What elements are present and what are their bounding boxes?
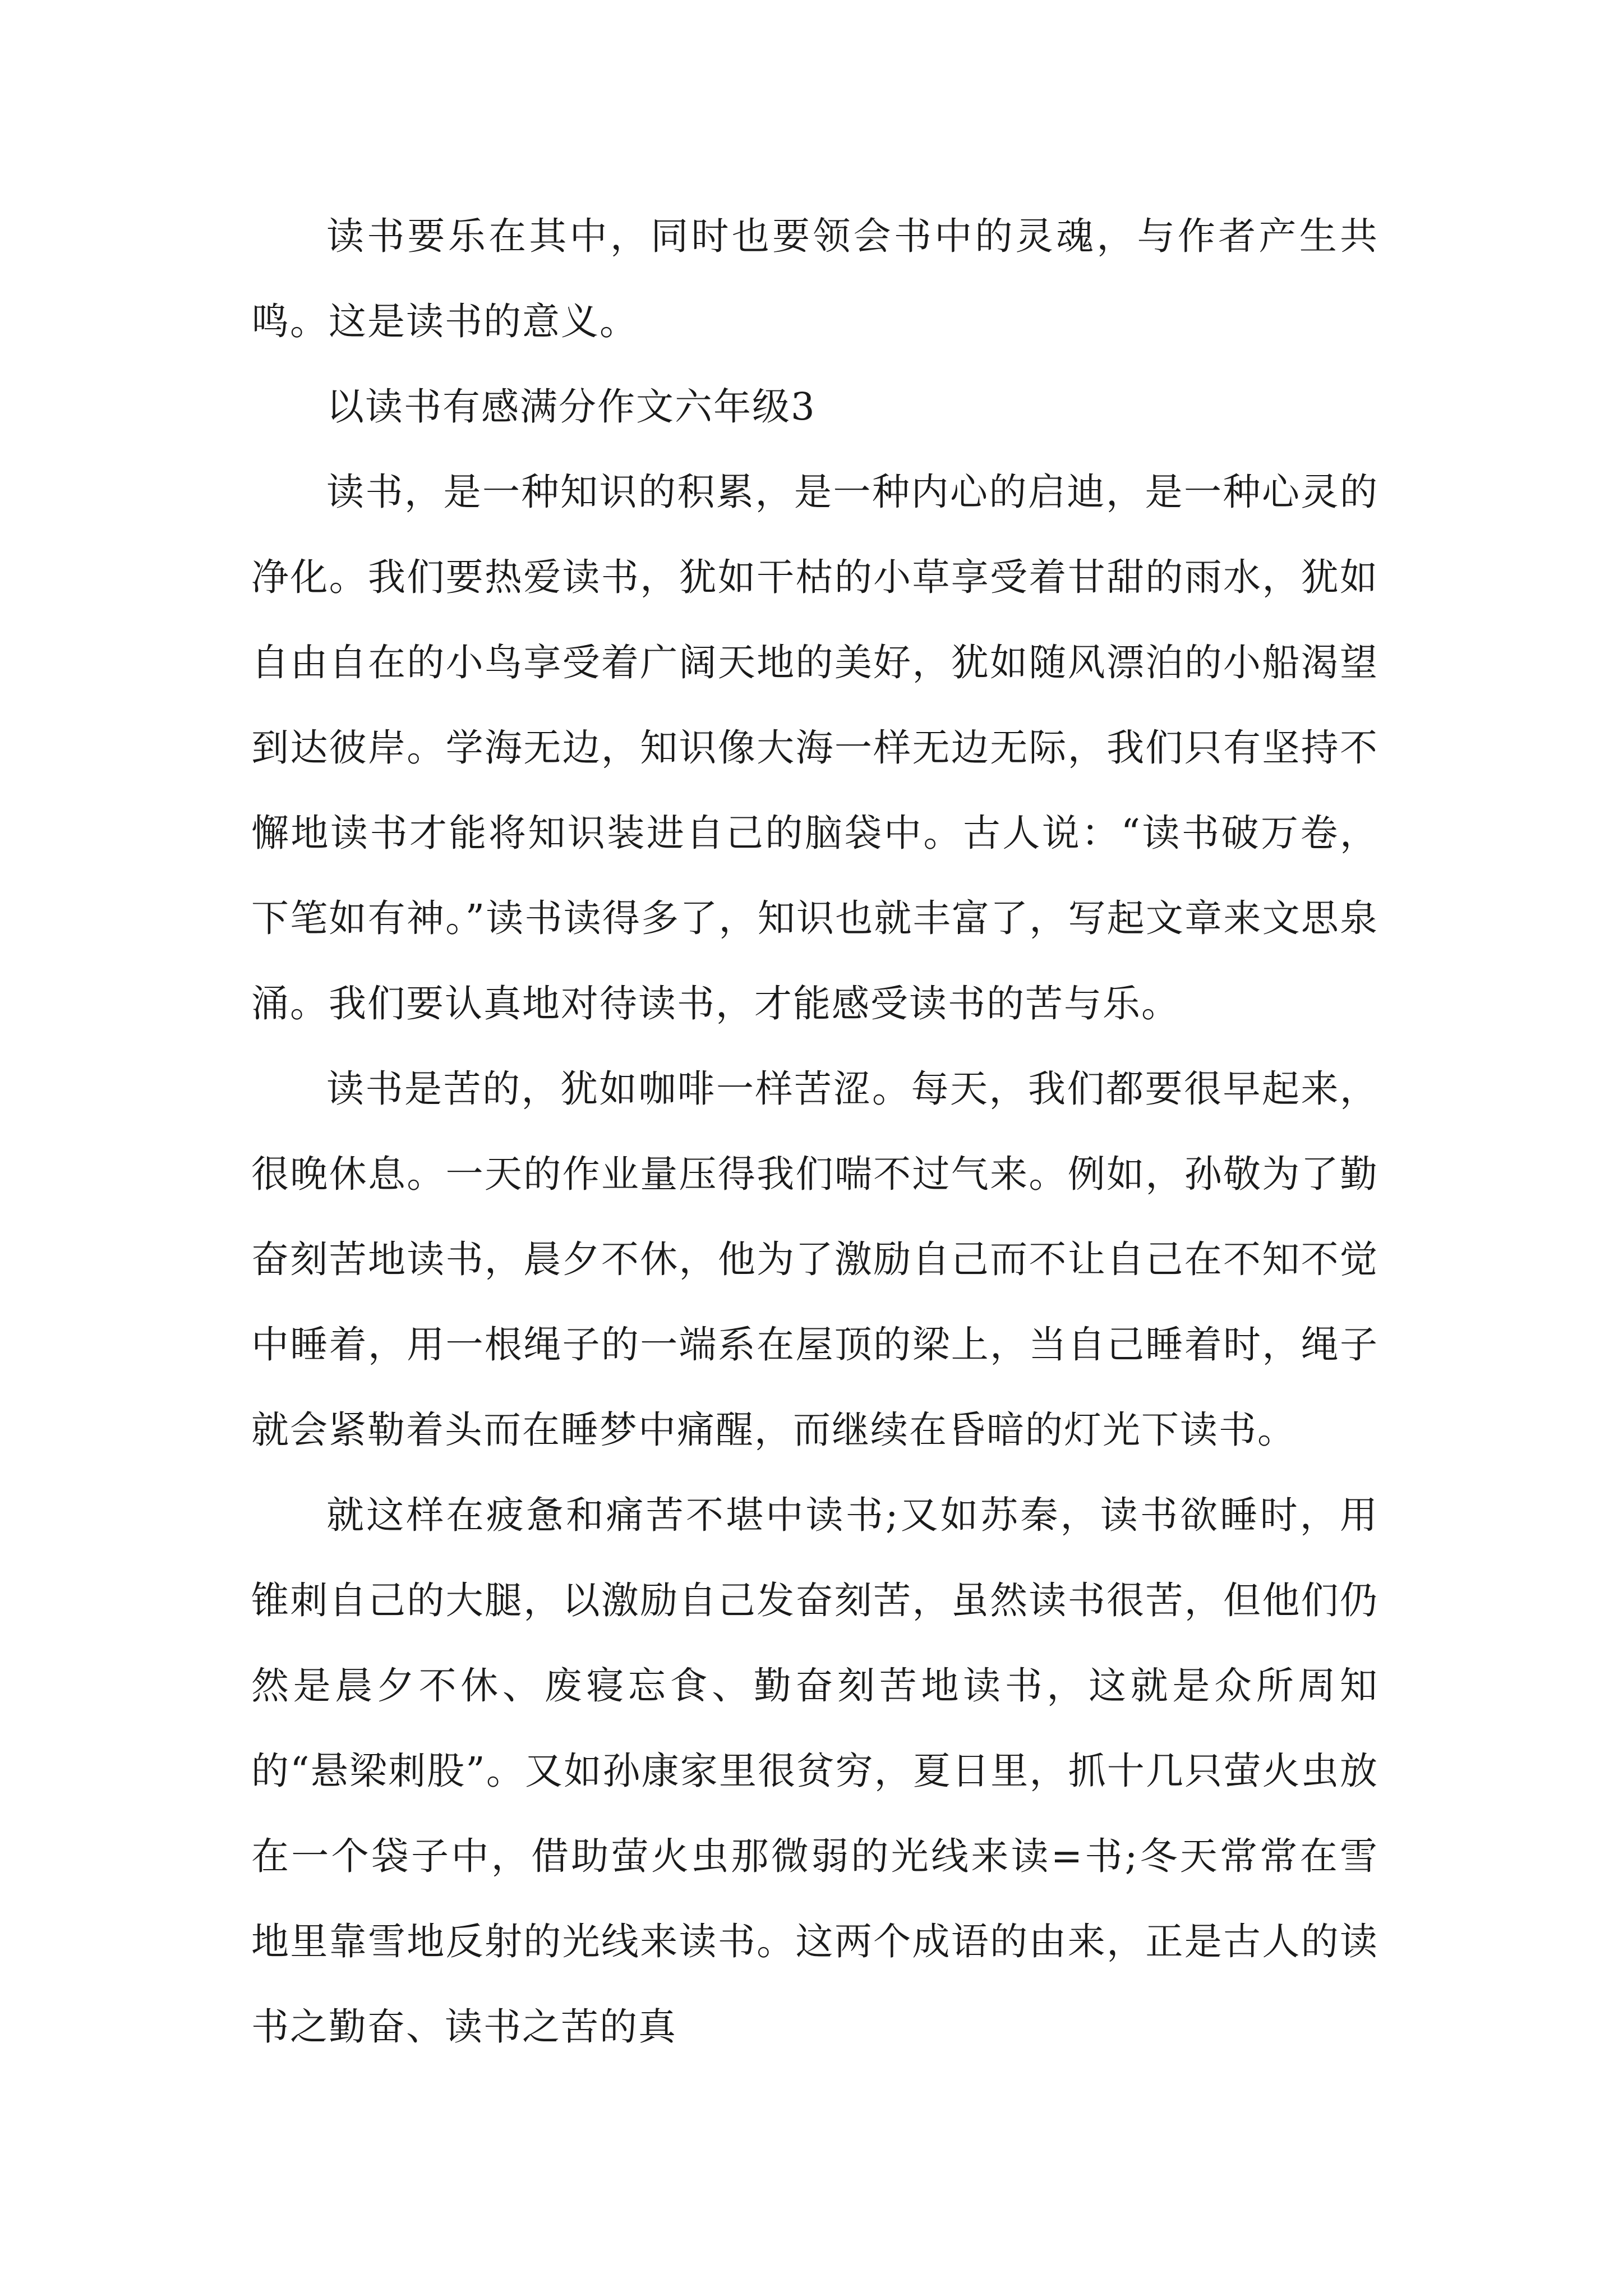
paragraph-historical-examples: 就这样在疲惫和痛苦不堪中读书;又如苏秦，读书欲睡时，用锥刺自己的大腿，以激励自己发奋刻苦，虽然读书很苦，但他们仍然是晨夕不休、废寝忘食、勤奋刻苦地读书，这就是众所周知的“悬梁刺股”。又如孙康家里很贫穷，夏日里，抓十几只萤火虫放在一个袋子中，借助萤火虫那微弱的光线来读=书;冬天常常在雪地里靠雪地反射的光线来读书。这两个成语的由来，正是古人的读书之勤奋、读书之苦的真 [251, 1493, 1378, 2049]
document-body [251, 194, 1378, 2069]
essay-heading: 以读书有感满分作文六年级3 [326, 385, 816, 429]
paragraph-reading-value: 读书，是一种知识的积累，是一种内心的启迪，是一种心灵的净化。我们要热爱读书，犹如干枯的小草享受着甘甜的雨水，犹如自由自在的小鸟享受着广阔天地的美好，犹如随风漂泊的小船渴望到达彼岸。学海无边，知识像大海一样无边无际，我们只有坚持不懈地读书才能将知识装进自己的脑袋中。古人说：“读书破万卷，下笔如有神。”读书读得多了，知识也就丰富了，写起文章来文思泉涌。我们要认真地对待读书，才能感受读书的苦与乐。 [251, 470, 1378, 1025]
paragraph-reading-hardship: 读书是苦的，犹如咖啡一样苦涩。每天，我们都要很早起来，很晚休息。一天的作业量压得我们喘不过气来。例如，孙敬为了勤奋刻苦地读书，晨夕不休，他为了激励自己而不让自己在不知不觉中睡着，用一根绳子的一端系在屋顶的梁上，当自己睡着时，绳子就会紧勒着头而在睡梦中痛醒，而继续在昏暗的灯光下读书。 [251, 1067, 1378, 1452]
paragraph-intro-conclusion: 读书要乐在其中，同时也要领会书中的灵魂，与作者产生共鸣。这是读书的意义。 [251, 214, 1378, 343]
